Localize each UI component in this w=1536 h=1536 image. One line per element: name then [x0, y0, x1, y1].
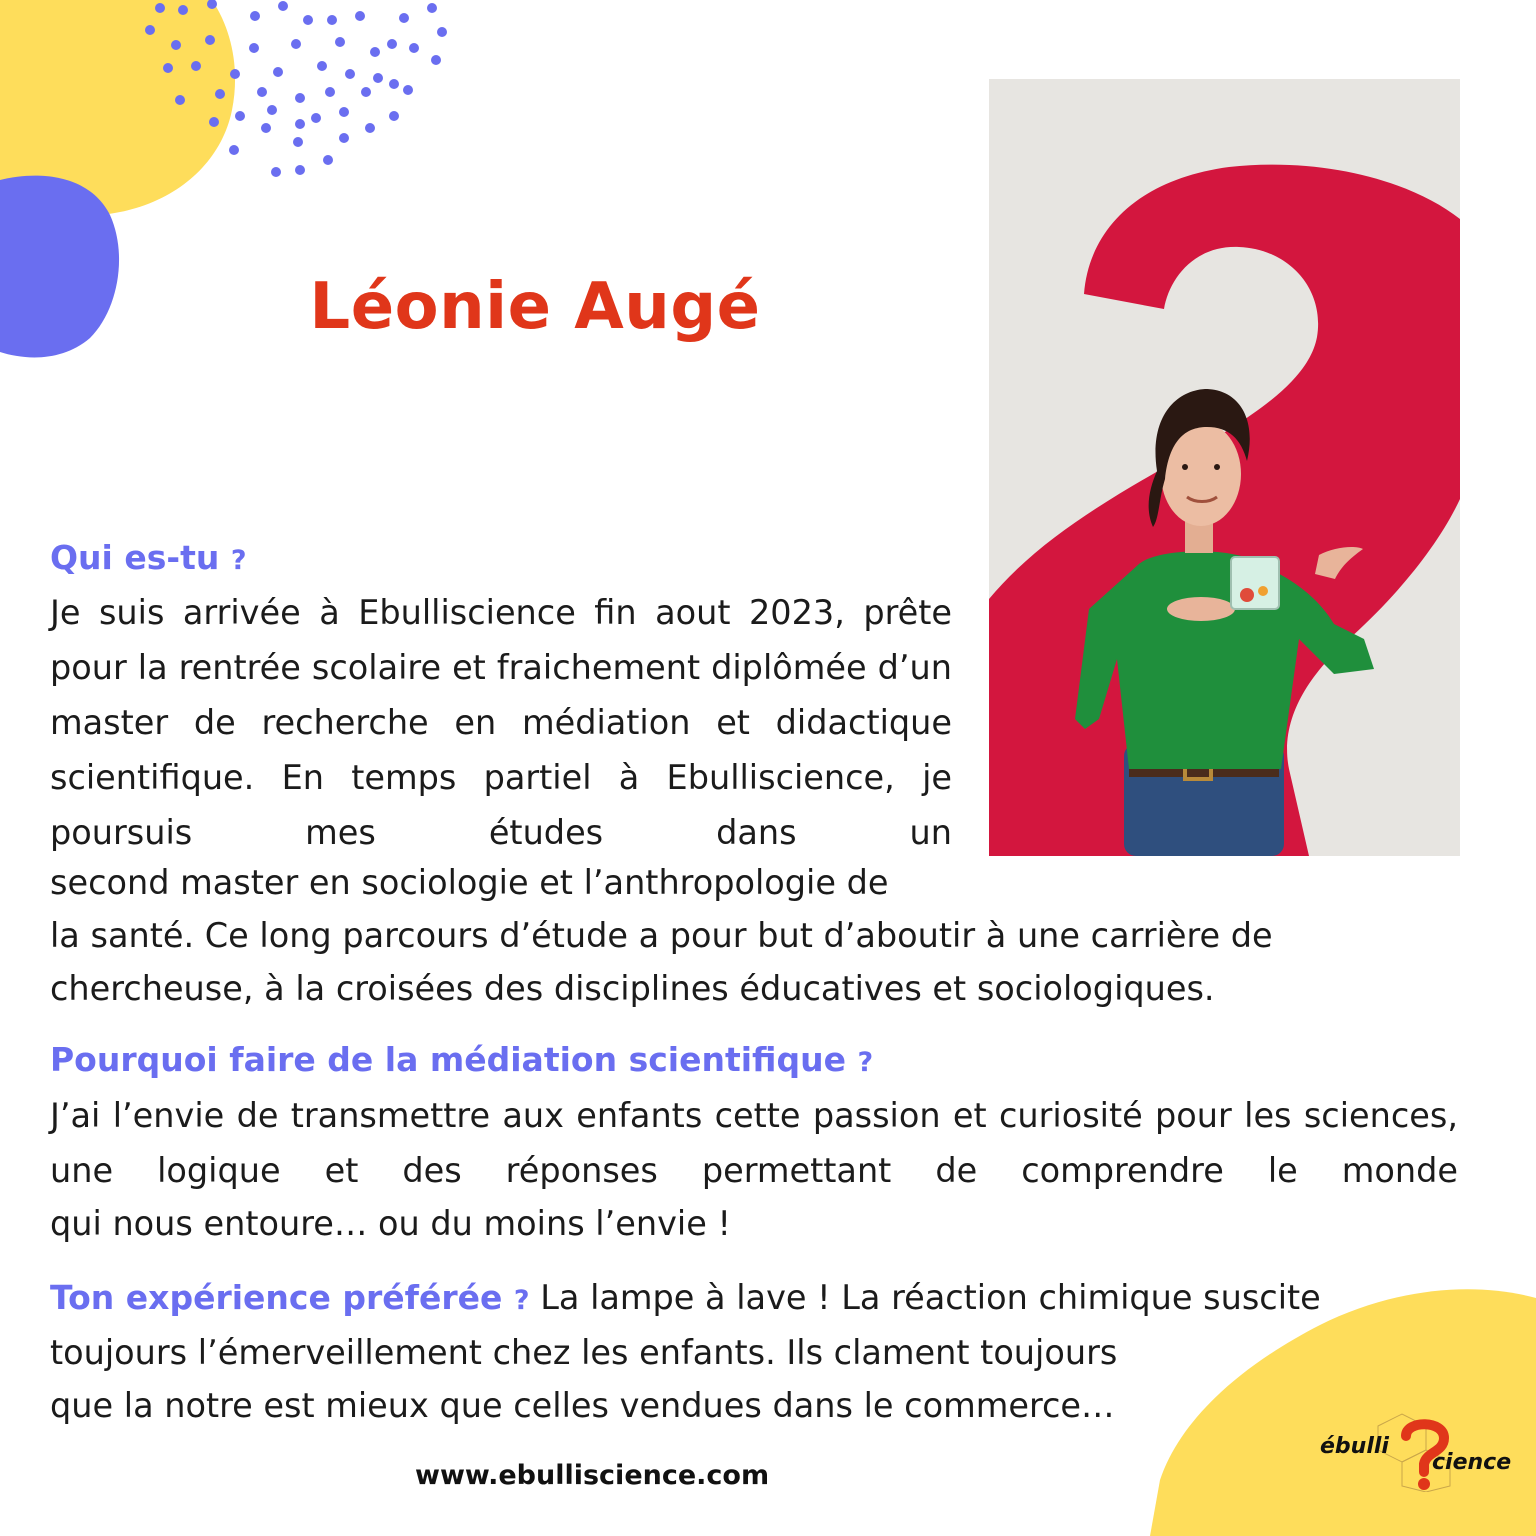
answer-qui-es-tu-line-9: chercheuse, à la croisées des disciplines éducatives et sociologiques. [50, 969, 1215, 1008]
heading-qui-es-tu-label: Qui es-tu [50, 538, 220, 577]
answer-qui-es-tu-paragraph: Je suis arrivée à Ebulliscience fin aout 2023, prête pour la rentrée scolaire et fraichement diplômée d’un master de recherche en médiation et didactique scientifique. En temps partiel à Ebulliscience, je poursuis mes études dans un [50, 593, 952, 852]
answer-qui-es-tu-line-8: la santé. Ce long parcours d’étude a pour but d’aboutir à une carrière de [50, 916, 1273, 955]
heading-pourquoi-mediation-mark: ? [857, 1047, 874, 1078]
answer-pourquoi-paragraph: J’ai l’envie de transmettre aux enfants cette passion et curiosité pour les sciences, une logique et des réponses permettant de comprendre le monde [50, 1096, 1458, 1190]
answer-qui-es-tu-line-7: second master en sociologie et l’anthropologie de [50, 863, 889, 902]
answer-experience-line-3: que la notre est mieux que celles vendues dans le commerce… [50, 1386, 1115, 1425]
logo-text-right: cience [1432, 1450, 1512, 1475]
website-link[interactable]: www.ebulliscience.com [415, 1460, 770, 1491]
portrait-photo [989, 79, 1460, 856]
page-title: Léonie Augé [309, 270, 761, 344]
heading-experience-preferee [50, 1278, 530, 1317]
heading-experience-mark: ? [513, 1285, 530, 1316]
answer-pourquoi-last-line: qui nous entoure… ou du moins l’envie ! [50, 1204, 731, 1243]
logo-text-left: ébulli [1320, 1434, 1389, 1459]
heading-qui-es-tu [50, 538, 247, 577]
blue-blob-left [0, 176, 119, 358]
experience-first-line [50, 1270, 1321, 1325]
heading-experience-label: Ton expérience préférée [50, 1278, 503, 1317]
answer-experience-inline: La lampe à lave ! La réaction chimique suscite [529, 1278, 1321, 1317]
heading-pourquoi-mediation-label: Pourquoi faire de la médiation scientifique [50, 1040, 846, 1079]
heading-qui-es-tu-mark: ? [230, 545, 247, 576]
heading-pourquoi-mediation [50, 1040, 873, 1079]
answer-experience-line-2: toujours l’émerveillement chez les enfants. Ils clament toujours [50, 1333, 1118, 1372]
